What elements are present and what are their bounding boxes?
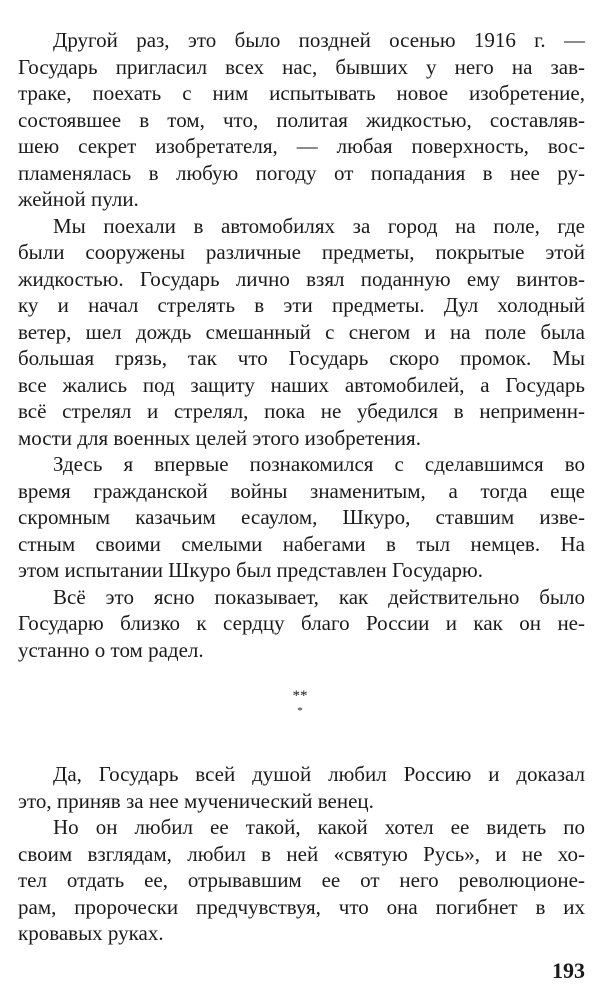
text-line: Государю близко к сердцу благо России и как он не- (18, 611, 585, 635)
page-number: 193 (552, 958, 585, 983)
text-line: Другой раз, это было поздней осенью 1916 г. — (53, 28, 585, 52)
text-line: время гражданской войны знаменитым, а тогда еще (18, 478, 585, 503)
text-line: своим взглядам, любил в ней «святую Русь», и не хо- (18, 841, 585, 866)
text-line: этом испытании Шкуро был представлен Государю. (18, 558, 483, 582)
paragraph (18, 213, 585, 452)
text-line: все жались под защиту наших автомобилей, а Государь (18, 372, 585, 397)
text-line: тел отдать ее, отрывавшим ее от него революционе- (18, 868, 585, 892)
text-line: траке, поехать с ним испытывать новое изобретение, (18, 81, 585, 105)
text-section-2 (18, 761, 585, 947)
text-line: были сооружены различные предметы, покрытые этой (18, 240, 585, 264)
text-line: Да, Государь всей душой любил Россию и доказал (53, 762, 585, 786)
text-line: это, приняв за нее мученический венец. (18, 788, 374, 813)
text-line: Мы поехали в автомобилях за город на поле, где (53, 213, 585, 238)
text-line: Здесь я впервые познакомился с сделавшимся во (53, 452, 585, 476)
paragraph (18, 584, 585, 664)
text-line: жидкостью. Государь лично взял поданную ему винтов- (18, 266, 585, 291)
text-line: большая грязь, так что Государь скоро промок. Мы (18, 346, 585, 370)
asterisks-top: ** (292, 688, 308, 704)
text-line: рам, пророчески предчувствуя, что она погибнет в их (18, 894, 585, 919)
paragraph (18, 814, 585, 947)
text-line: Всё это ясно показывает, как действительно было (53, 584, 585, 609)
text-line: Государь пригласил всех нас, бывших у него на зав- (18, 54, 585, 79)
text-line: скромным казачьим есаулом, Шкуро, ставшим изве- (18, 505, 585, 529)
text-line: кровавых руках. (18, 921, 164, 945)
asterisk-bottom: * (297, 705, 303, 717)
text-line: устанно о том радел. (18, 637, 204, 662)
text-line: Но он любил ее такой, какой хотел ее видеть по (53, 815, 585, 839)
text-line: шею секрет изобретателя, — любая поверхность, вос- (18, 134, 585, 158)
section-separator-asterisks (0, 688, 600, 718)
text-line: пламенялась в любую погоду от попадания в нее ру- (18, 160, 585, 185)
paragraph (18, 451, 585, 584)
paragraph (18, 761, 585, 814)
text-line: стным своими смелыми набегами в тыл немцев. На (18, 531, 585, 556)
text-line: ку и начал стрелять в эти предметы. Дул холодный (18, 293, 585, 317)
text-section-1 (18, 27, 585, 663)
paragraph (18, 27, 585, 213)
text-line: жейной пули. (18, 187, 139, 211)
text-line: мости для военных целей этого изобретения. (18, 425, 421, 450)
text-line: всё стрелял и стрелял, пока не убедился в неприменн- (18, 399, 585, 423)
text-line: состоявшее в том, что, политая жидкостью, составляв- (18, 107, 585, 132)
text-line: ветер, шел дождь смешанный с снегом и на поле была (18, 319, 585, 344)
